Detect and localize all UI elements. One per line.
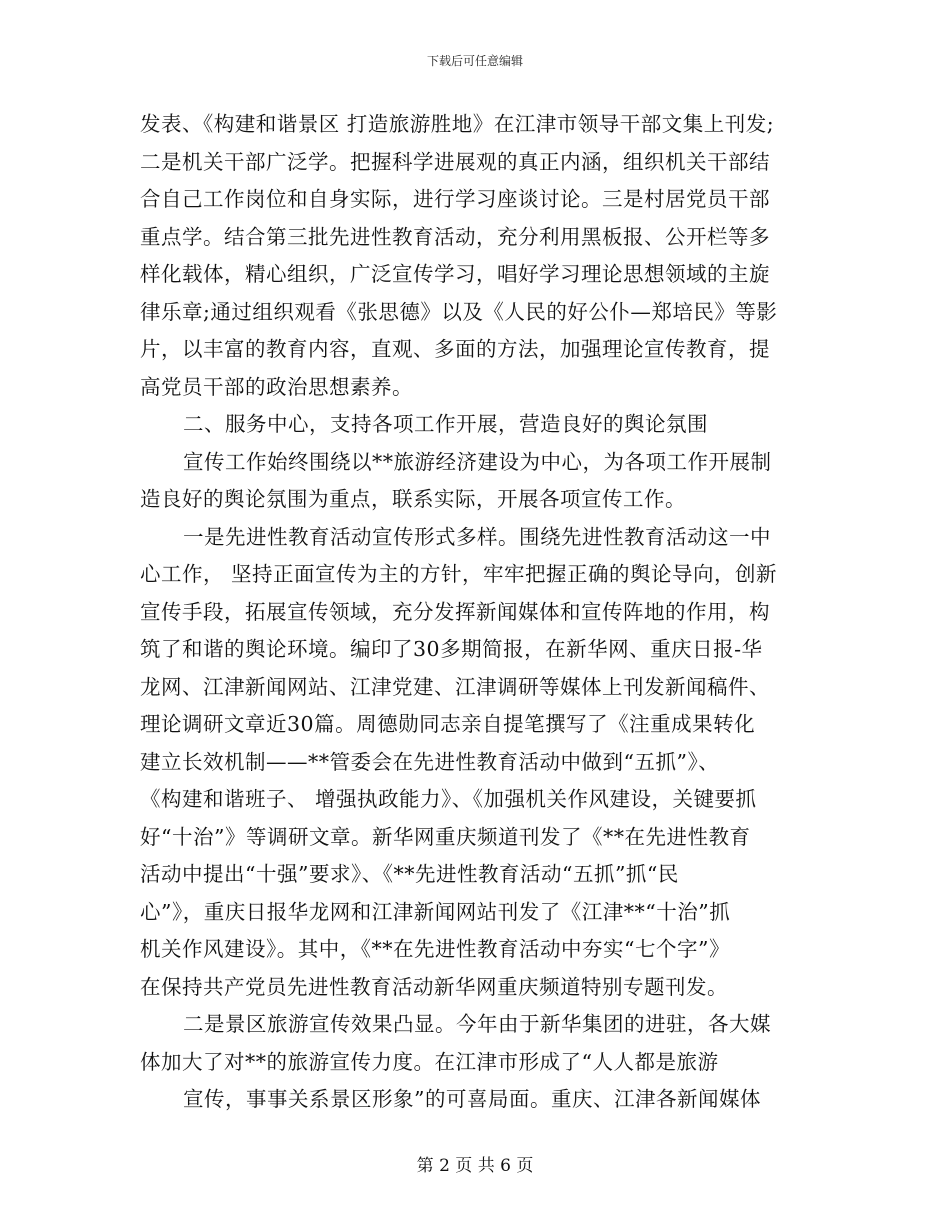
- body-line: 建立长效机制——**管委会在先进性教育活动中做到“五抓”》、: [140, 749, 720, 774]
- body-line: 《构建和谐班子、 增强执政能力》、《加强机关作风建设，关键要抓: [140, 787, 757, 811]
- page-header: 下载后可任意编辑: [426, 54, 523, 68]
- body-line: 理论调研文章近30篇。周德勋同志亲自提笔撰写了《注重成果转化: [140, 712, 756, 736]
- body-line: 二是景区旅游宣传效果凸显。今年由于新华集团的进驻，各大媒: [183, 1012, 771, 1036]
- body-line: 律乐章;通过组织观看《张思德》以及《人民的好公仆—郑培民》等影: [140, 299, 778, 324]
- body-line: 活动中提出“十强”要求》、《**先进性教育活动“五抓”抓“民: [140, 862, 679, 886]
- body-line: 造良好的舆论氛围为重点，联系实际，开展各项宣传工作。: [140, 487, 686, 511]
- body-line: 片，以丰富的教育内容，直观、多面的方法，加强理论宣传教育，提: [140, 337, 770, 361]
- body-line: 体加大了对**的旅游宣传力度。在江津市形成了“人人都是旅游: [140, 1049, 719, 1074]
- page-footer: 第 2 页 共 6 页: [416, 1156, 534, 1176]
- body-line: 龙网、江津新闻网站、江津党建、江津调研等媒体上刊发新闻稿件、: [140, 674, 770, 699]
- body-line: 筑了和谐的舆论环境。编印了30多期简报，在新华网、重庆日报-华: [140, 637, 763, 661]
- body-line: 宣传工作始终围绕以**旅游经济建设为中心，为各项工作开展制: [183, 449, 772, 474]
- body-line: 好“十治”》等调研文章。新华网重庆频道刊发了《**在先进性教育: [140, 824, 751, 849]
- body-line: 样化载体，精心组织，广泛宣传学习，唱好学习理论思想领域的主旋: [140, 262, 770, 286]
- body-line: 机关作风建设》。其中，《**在先进性教育活动中夯实“七个字”》: [140, 937, 730, 961]
- body-line: 宣传手段，拓展宣传领域，充分发挥新闻媒体和宣传阵地的作用，构: [140, 599, 770, 624]
- body-line: 二是机关干部广泛学。把握科学进展观的真正内涵，组织机关干部结: [140, 149, 770, 174]
- body-line: 合自己工作岗位和自身实际，进行学习座谈讨论。三是村居党员干部: [140, 187, 770, 211]
- body-line: 发表、《构建和谐景区 打造旅游胜地》在江津市领导干部文集上刊发;: [140, 112, 775, 136]
- body-line: 高党员干部的政治思想素养。: [140, 374, 413, 399]
- body-line: 在保持共产党员先进性教育活动新华网重庆频道特别专题刊发。: [140, 974, 728, 999]
- body-line: 一是先进性教育活动宣传形式多样。围绕先进性教育活动这一中: [183, 524, 771, 549]
- body-line: 重点学。结合第三批先进性教育活动，充分利用黑板报、公开栏等多: [140, 224, 770, 249]
- section-heading: 二、服务中心，支持各项工作开展，营造良好的舆论氛围: [183, 412, 708, 436]
- body-line: 宣传，事事关系景区形象”的可喜局面。重庆、江津各新闻媒体: [183, 1087, 761, 1111]
- body-line: 心工作， 坚持正面宣传为主的方针，牢牢把握正确的舆论导向，创新: [140, 562, 778, 586]
- document-body: [140, 106, 820, 1119]
- body-line: 心”》，重庆日报华龙网和江津新闻网站刊发了《江津**“十治”抓: [140, 899, 731, 924]
